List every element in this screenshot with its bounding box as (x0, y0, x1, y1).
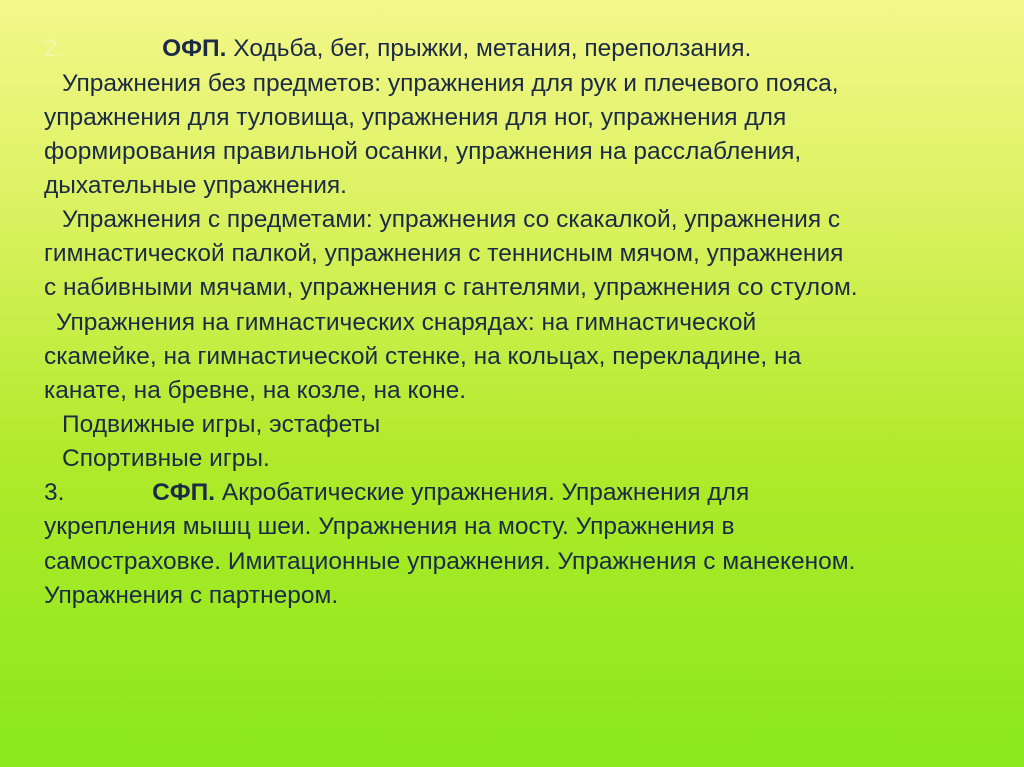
sfp-heading (44, 476, 749, 510)
text-line-11: Подвижные игры, эстафеты (62, 411, 381, 438)
ofp-title-text: Ходьба, бег, прыжки, метания, переползания. (226, 35, 752, 62)
text-line-7: с набивными мячами, упражнения с гантелями, упражнения со стулом. (44, 274, 858, 301)
text-line-6: гимнастической палкой, упражнения с теннисным мячом, упражнения (44, 240, 844, 267)
text-line-12: Спортивные игры. (62, 445, 270, 472)
text-line-4: дыхательные упражнения. (44, 172, 347, 199)
text-line-10: канате, на бревне, на козле, на коне. (44, 377, 467, 404)
sfp-line-3: Упражнения с партнером. (44, 582, 339, 609)
text-line-9: скамейке, на гимнастической стенке, на кольцах, перекладине, на (44, 343, 802, 370)
ofp-title: ОФП. (162, 35, 227, 62)
sfp-title: СФП. (152, 479, 216, 506)
ofp-number: 2. (44, 35, 65, 62)
sfp-title-text: Акробатические упражнения. Упражнения для (215, 479, 750, 506)
text-line-1: Упражнения без предметов: упражнения для рук и плечевого пояса, (62, 70, 839, 97)
text-line-5: Упражнения с предметами: упражнения со скакалкой, упражнения с (62, 206, 841, 233)
text-line-8: Упражнения на гимнастических снарядах: на гимнастической (56, 309, 757, 336)
text-line-2: упражнения для туловища, упражнения для ног, упражнения для (44, 104, 787, 131)
text-line-3: формирования правильной осанки, упражнения на расслабления, (44, 138, 802, 165)
sfp-number: 3. (44, 479, 65, 506)
sfp-line-1: укрепления мышц шеи. Упражнения на мосту. Упражнения в (44, 513, 735, 540)
sfp-line-2: самостраховке. Имитационные упражнения. Упражнения с манекеном. (44, 548, 856, 575)
ofp-heading (44, 32, 751, 66)
